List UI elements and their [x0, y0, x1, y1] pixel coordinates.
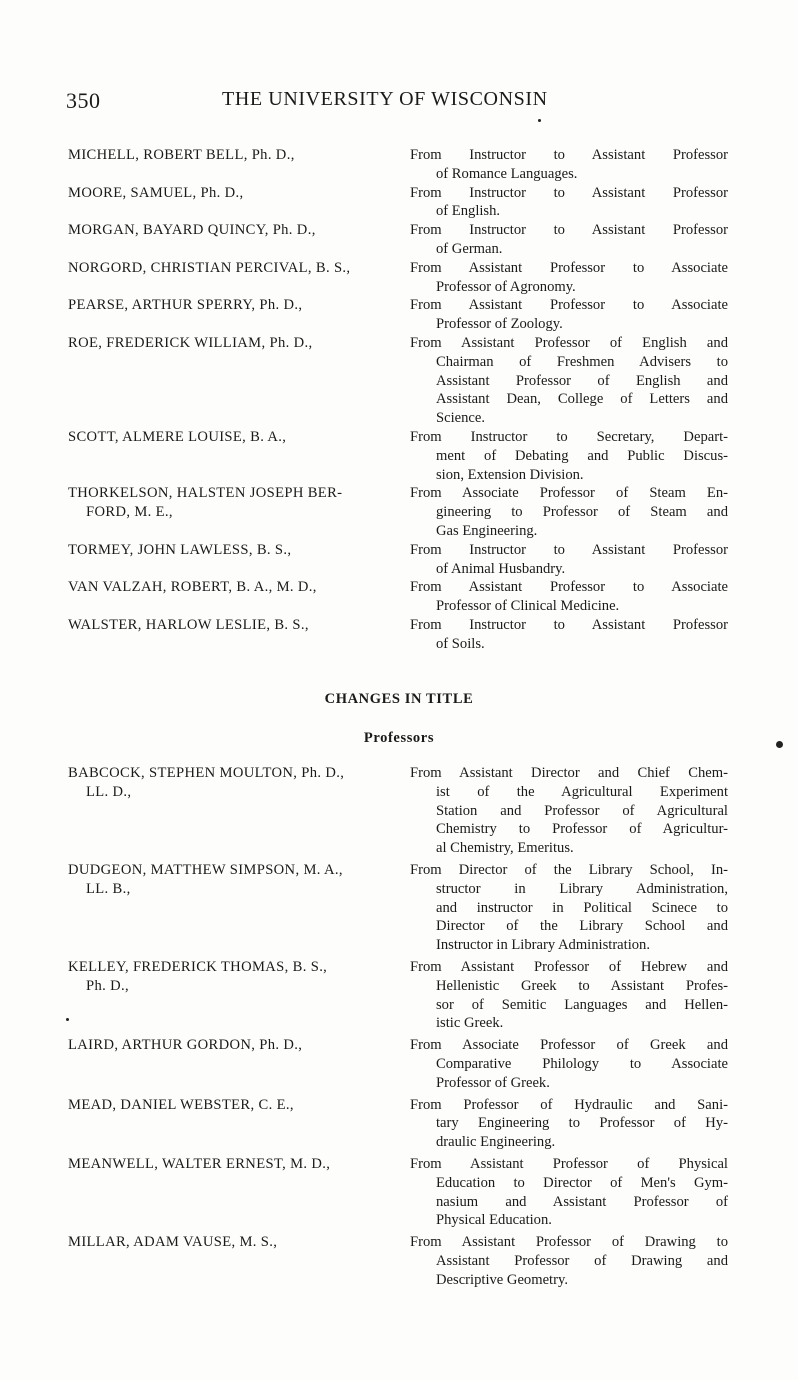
change-line: From Assistant Professor to Associate — [410, 297, 728, 314]
change-line: From Assistant Professor to Associate — [410, 579, 728, 596]
person-name — [68, 484, 410, 540]
change-line: of English. — [436, 203, 501, 220]
change-line: From Assistant Professor to Associate — [410, 259, 728, 276]
change-line: Station and Professor of Agricultural — [436, 802, 728, 819]
list-item — [68, 1155, 728, 1230]
change-line: From Instructor to Assistant Professor — [410, 147, 728, 163]
name-line: Ph. D., — [86, 977, 129, 994]
person-name — [68, 764, 410, 858]
name-line: KELLEY, FREDERICK THOMAS, B. S., — [68, 958, 328, 975]
page-header — [66, 88, 736, 118]
change-line: From Instructor to Secretary, Depart- — [410, 428, 728, 445]
appointment-change — [410, 616, 728, 654]
person-name — [68, 296, 410, 334]
name-line: LL. B., — [86, 880, 131, 897]
person-name — [68, 958, 410, 1033]
change-line: Professor of Zoology. — [436, 316, 563, 333]
change-line: Professor of Greek. — [436, 1074, 550, 1091]
person-name — [68, 146, 410, 184]
name-line: MOORE, SAMUEL, Ph. D., — [68, 184, 244, 201]
list-item — [68, 616, 728, 654]
name-line: LAIRD, ARTHUR GORDON, Ph. D., — [68, 1037, 303, 1054]
subsection-heading: Professors — [363, 730, 435, 746]
title-changes-list — [68, 764, 728, 1290]
appointment-change — [410, 184, 728, 222]
appointment-change — [410, 221, 728, 259]
appointment-change — [410, 1036, 728, 1092]
section-heading: CHANGES IN TITLE — [324, 691, 474, 707]
change-line: Chairman of Freshmen Advisers to — [436, 353, 728, 370]
appointment-change — [410, 334, 728, 428]
change-line: Chemistry to Professor of Agricultur- — [436, 821, 728, 838]
name-line: MEANWELL, WALTER ERNEST, M. D., — [68, 1155, 331, 1172]
change-line: gineering to Professor of Steam and — [436, 504, 728, 521]
change-line: From Assistant Professor of Hebrew and — [410, 958, 728, 975]
person-name — [68, 428, 410, 484]
appointment-change — [410, 958, 728, 1033]
person-name — [68, 578, 410, 616]
list-item — [68, 764, 728, 858]
ink-speck — [66, 1018, 69, 1021]
person-name — [68, 541, 410, 579]
list-item — [68, 1036, 728, 1092]
list-item — [68, 578, 728, 616]
change-line: and instructor in Political Scinece to — [436, 899, 728, 916]
change-line: From Professor of Hydraulic and Sani- — [410, 1096, 728, 1113]
appointment-change — [410, 484, 728, 540]
change-line: istic Greek. — [436, 1015, 504, 1032]
list-item — [68, 541, 728, 579]
list-item — [68, 484, 728, 540]
list-item — [68, 428, 728, 484]
list-item — [68, 1233, 728, 1289]
change-line: Science. — [436, 410, 486, 427]
change-line: From Instructor to Assistant Professor — [410, 616, 728, 633]
change-line: draulic Engineering. — [436, 1134, 556, 1151]
change-line: From Assistant Professor of Physical — [410, 1155, 728, 1172]
name-line: LL. D., — [86, 783, 132, 800]
change-line: Descriptive Geometry. — [436, 1271, 568, 1288]
change-line: Education to Director of Men's Gym- — [436, 1174, 728, 1191]
change-line: Assistant Dean, College of Letters and — [436, 391, 728, 408]
list-item — [68, 334, 728, 428]
change-line: Professor of Clinical Medicine. — [436, 598, 620, 615]
list-item — [68, 146, 728, 184]
person-name — [68, 861, 410, 955]
appointment-change — [410, 259, 728, 297]
change-line: Hellenistic Greek to Assistant Profes- — [436, 977, 728, 994]
ink-speck — [538, 119, 541, 122]
appointment-change — [410, 1096, 728, 1152]
change-line: Physical Education. — [436, 1212, 552, 1229]
person-name — [68, 184, 410, 222]
change-line: ist of the Agricultural Experiment — [436, 783, 728, 800]
change-line: ment of Debating and Public Discus- — [436, 447, 728, 464]
list-item — [68, 861, 728, 955]
change-line: From Assistant Professor of English and — [410, 334, 728, 351]
person-name — [68, 1233, 410, 1289]
change-line: From Instructor to Assistant Professor — [410, 222, 728, 239]
person-name — [68, 1036, 410, 1092]
appointment-change — [410, 578, 728, 616]
list-item — [68, 296, 728, 334]
change-line: From Instructor to Assistant Professor — [410, 541, 728, 558]
change-line: al Chemistry, Emeritus. — [436, 840, 574, 857]
name-line: VAN VALZAH, ROBERT, B. A., M. D., — [68, 579, 317, 596]
name-line: WALSTER, HARLOW LESLIE, B. S., — [68, 616, 309, 633]
name-line: MICHELL, ROBERT BELL, Ph. D., — [68, 147, 295, 163]
appointment-change — [410, 146, 728, 184]
change-line: of Animal Husbandry. — [436, 560, 566, 577]
name-line: MILLAR, ADAM VAUSE, M. S., — [68, 1234, 278, 1251]
list-item — [68, 1096, 728, 1152]
list-item — [68, 958, 728, 1033]
ink-speck — [776, 741, 783, 748]
person-name — [68, 221, 410, 259]
change-line: Assistant Professor of Drawing and — [436, 1252, 728, 1269]
name-line: BABCOCK, STEPHEN MOULTON, Ph. D., — [68, 765, 345, 781]
name-line: SCOTT, ALMERE LOUISE, B. A., — [68, 428, 287, 445]
name-line: DUDGEON, MATTHEW SIMPSON, M. A., — [68, 861, 343, 878]
name-line: PEARSE, ARTHUR SPERRY, Ph. D., — [68, 297, 303, 314]
promotions-list — [68, 146, 728, 654]
running-head: THE UNIVERSITY OF WISCONSIN — [222, 88, 548, 110]
change-line: From Instructor to Assistant Professor — [410, 184, 728, 201]
name-line: THORKELSON, HALSTEN JOSEPH BER- — [68, 485, 343, 502]
person-name — [68, 616, 410, 654]
person-name — [68, 334, 410, 428]
appointment-change — [410, 428, 728, 484]
page-number: 350 — [66, 88, 101, 113]
appointment-change — [410, 1233, 728, 1289]
person-name — [68, 259, 410, 297]
appointment-change — [410, 1155, 728, 1230]
change-line: Instructor in Library Administration. — [436, 937, 651, 954]
change-line: sion, Extension Division. — [436, 466, 584, 483]
appointment-change — [410, 541, 728, 579]
change-line: of German. — [436, 240, 503, 257]
change-line: Assistant Professor of English and — [436, 372, 728, 389]
change-line: structor in Library Administration, — [436, 880, 728, 897]
person-name — [68, 1096, 410, 1152]
change-line: Comparative Philology to Associate — [436, 1055, 728, 1072]
change-line: tary Engineering to Professor of Hy- — [436, 1115, 728, 1132]
name-line: ROE, FREDERICK WILLIAM, Ph. D., — [68, 334, 313, 351]
appointment-change — [410, 296, 728, 334]
change-line: Director of the Library School and — [436, 918, 728, 935]
person-name — [68, 1155, 410, 1230]
name-line: MEAD, DANIEL WEBSTER, C. E., — [68, 1096, 294, 1113]
appointment-change — [410, 764, 728, 858]
list-item — [68, 221, 728, 259]
name-line: MORGAN, BAYARD QUINCY, Ph. D., — [68, 222, 316, 239]
name-line: NORGORD, CHRISTIAN PERCIVAL, B. S., — [68, 259, 351, 276]
change-line: Professor of Agronomy. — [436, 278, 576, 295]
change-line: of Soils. — [436, 635, 485, 652]
change-line: From Associate Professor of Steam En- — [410, 485, 728, 502]
change-line: From Director of the Library School, In- — [410, 861, 728, 878]
change-line: Gas Engineering. — [436, 522, 538, 539]
name-line: FORD, M. E., — [86, 504, 173, 521]
list-item — [68, 259, 728, 297]
change-line: From Associate Professor of Greek and — [410, 1037, 728, 1054]
change-line: sor of Semitic Languages and Hellen- — [436, 996, 728, 1013]
change-line: nasium and Assistant Professor of — [436, 1193, 728, 1210]
name-line: TORMEY, JOHN LAWLESS, B. S., — [68, 541, 292, 558]
change-line: From Assistant Director and Chief Chem- — [410, 765, 728, 781]
change-line: From Assistant Professor of Drawing to — [410, 1234, 728, 1251]
list-item — [68, 184, 728, 222]
change-line: of Romance Languages. — [436, 165, 578, 182]
appointment-change — [410, 861, 728, 955]
